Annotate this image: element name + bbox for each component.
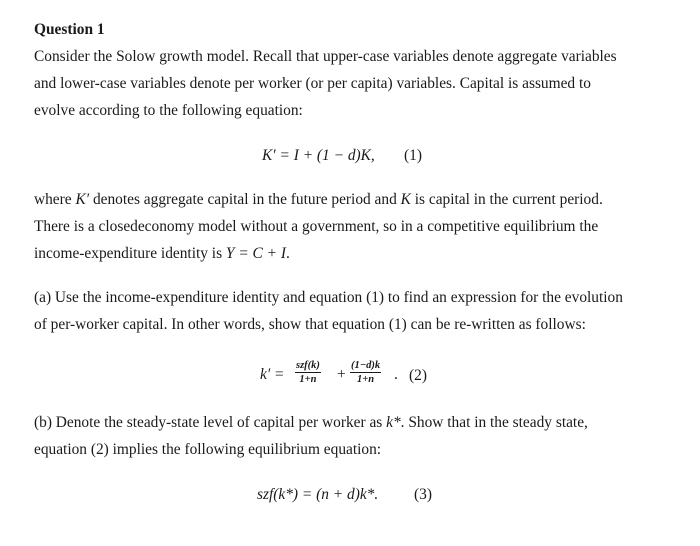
equation-2-dot: . xyxy=(394,366,398,383)
equation-2-fraction-1 xyxy=(295,360,321,386)
after-eq1-line-2: There is a closedeconomy model without a government, so in a competitive equilibrium the xyxy=(34,218,599,235)
equation-1-rhs: I + (1 − d)K, xyxy=(293,147,375,164)
var-k-prime: K′ xyxy=(75,191,90,208)
equation-1 xyxy=(262,146,375,166)
equation-2-label: (2) xyxy=(409,367,427,384)
equation-2-fraction-2 xyxy=(350,360,381,386)
equation-2-frac2-denominator: 1+n xyxy=(357,374,375,385)
after-eq1-line3-text-a: income-expenditure identity is xyxy=(34,245,226,262)
var-k: K xyxy=(400,191,411,208)
part-b-text-a: (b) Denote the steady-state level of capital per worker as xyxy=(34,414,387,431)
question-title: Question 1 xyxy=(34,21,105,38)
var-k-star: k* xyxy=(386,414,401,431)
intro-line-1: Consider the Solow growth model. Recall that upper-case variables denote aggregate variables xyxy=(34,48,617,65)
equation-3: szf(k*) = (n + d)k*. xyxy=(257,486,379,503)
after-eq1-text-b: denotes aggregate capital in the future period and xyxy=(89,191,401,208)
equation-2-plus: + xyxy=(337,366,346,383)
intro-line-3: evolve according to the following equation: xyxy=(34,102,303,119)
part-a-line-2: of per-worker capital. In other words, show that equation (1) can be re-written as follows: xyxy=(34,316,586,333)
intro-line-2: and lower-case variables denote per worker (or per capita) variables. Capital is assumed to xyxy=(34,75,591,92)
equation-2-frac2-numerator: (1−d)k xyxy=(351,360,381,371)
equation-1-label: (1) xyxy=(404,147,422,164)
after-eq1-text-c: is capital in the current period. xyxy=(410,191,603,208)
equation-2-lhs: k′ = xyxy=(260,366,285,383)
identity-equation: Y = C + I xyxy=(225,245,287,262)
part-b-text-b: . Show that in the steady state, xyxy=(400,414,588,431)
equation-2-frac1-denominator: 1+n xyxy=(299,374,317,385)
equation-3-label: (3) xyxy=(414,486,432,503)
after-eq1-line-3 xyxy=(34,244,290,264)
equation-1-lhs: K′ = xyxy=(262,147,294,164)
after-eq1-line3-text-b: . xyxy=(286,245,290,262)
after-eq1-text-a: where xyxy=(34,191,76,208)
part-b-line-1 xyxy=(34,413,588,433)
equation-2-frac1-numerator: szf(k) xyxy=(296,360,320,371)
after-eq1-line-1 xyxy=(34,190,603,210)
part-a-line-1: (a) Use the income-expenditure identity and equation (1) to find an expression for the evolution xyxy=(34,289,623,306)
part-b-line-2: equation (2) implies the following equilibrium equation: xyxy=(34,441,382,458)
